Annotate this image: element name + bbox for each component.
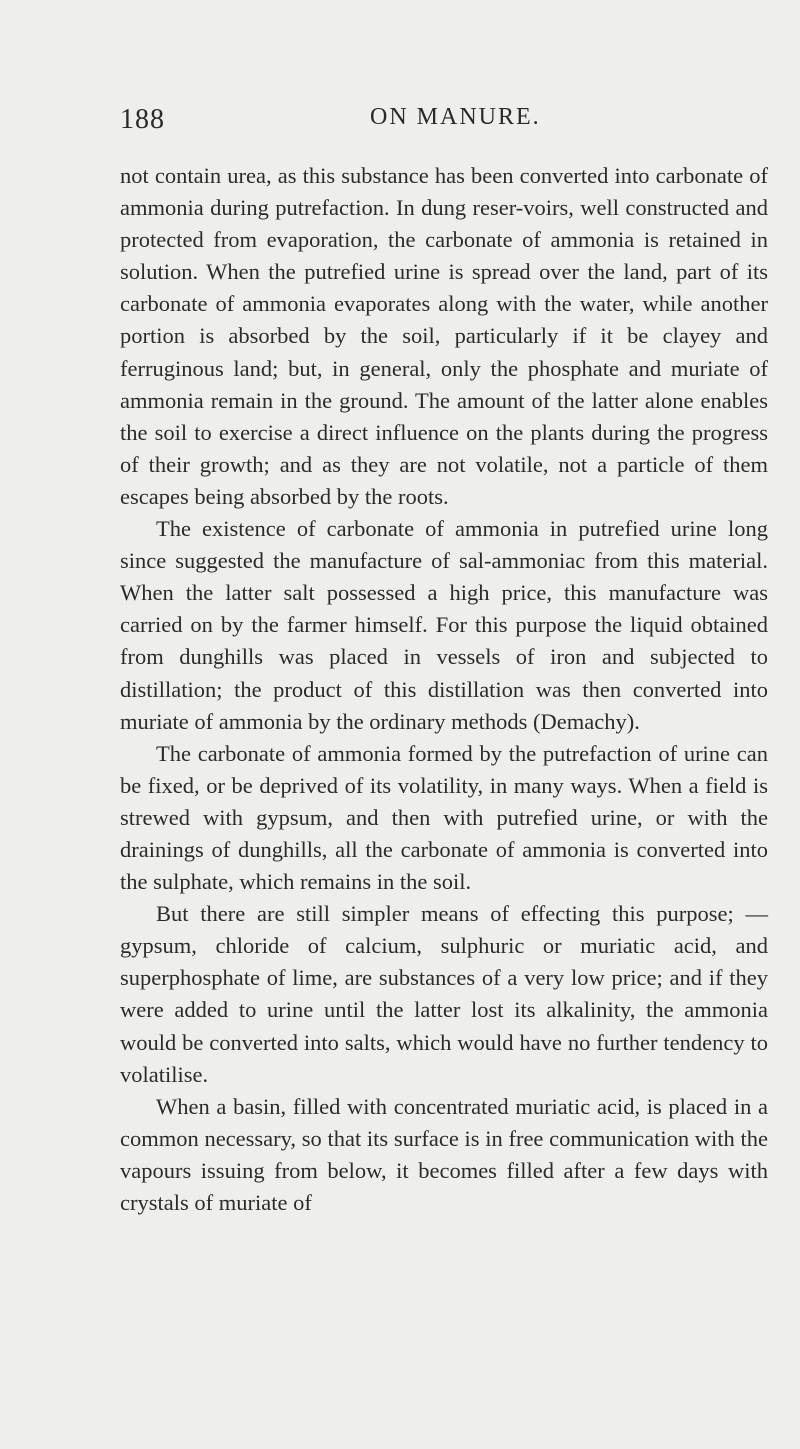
body-text bbox=[120, 160, 768, 1219]
page-header bbox=[120, 104, 740, 144]
paragraph: not contain urea, as this substance has been converted into carbonate of ammonia during putrefaction. In dung reser-voirs, well constructed and protected from evaporation, the carbonate of ammonia is retained in solution. When the putrefied urine is spread over the land, part of its carbonate of ammonia evaporates along with the water, while another portion is absorbed by the soil, particularly if it be clayey and ferruginous land; but, in general, only the phosphate and muriate of ammonia remain in the ground. The amount of the latter alone enables the soil to exercise a direct influence on the plants during the progress of their growth; and as they are not volatile, not a particle of them escapes being absorbed by the roots. bbox=[120, 163, 768, 509]
paragraph: The carbonate of ammonia formed by the putrefaction of urine can be fixed, or be deprived of its volatility, in many ways. When a field is strewed with gypsum, and then with putrefied urine, or with the drainings of dunghills, all the carbonate of ammonia is converted into the sulphate, which remains in the soil. bbox=[120, 740, 768, 895]
paragraph: But there are still simpler means of effecting this purpose; —gypsum, chloride of calcium, sulphuric or muriatic acid, and superphosphate of lime, are substances of a very low price; and if they were added to urine until the latter lost its alkalinity, the ammonia would be converted into salts, which would have no further tendency to volatilise. bbox=[120, 901, 768, 1087]
running-title: ON MANURE. bbox=[370, 104, 541, 130]
page-number: 188 bbox=[120, 104, 165, 135]
paragraph: The existence of carbonate of ammonia in putrefied urine long since suggested the manufacture of sal-ammoniac from this material. When the latter salt possessed a high price, this manufacture was carried on by the farmer himself. For this purpose the liquid obtained from dunghills was placed in vessels of iron and subjected to distillation; the product of this distillation was then converted into muriate of ammonia by the ordinary methods (Demachy). bbox=[120, 516, 768, 734]
paragraph: When a basin, filled with concentrated muriatic acid, is placed in a common necessary, so that its surface is in free communication with the vapours issuing from below, it becomes filled after a few days with crystals of muriate of bbox=[120, 1093, 768, 1215]
